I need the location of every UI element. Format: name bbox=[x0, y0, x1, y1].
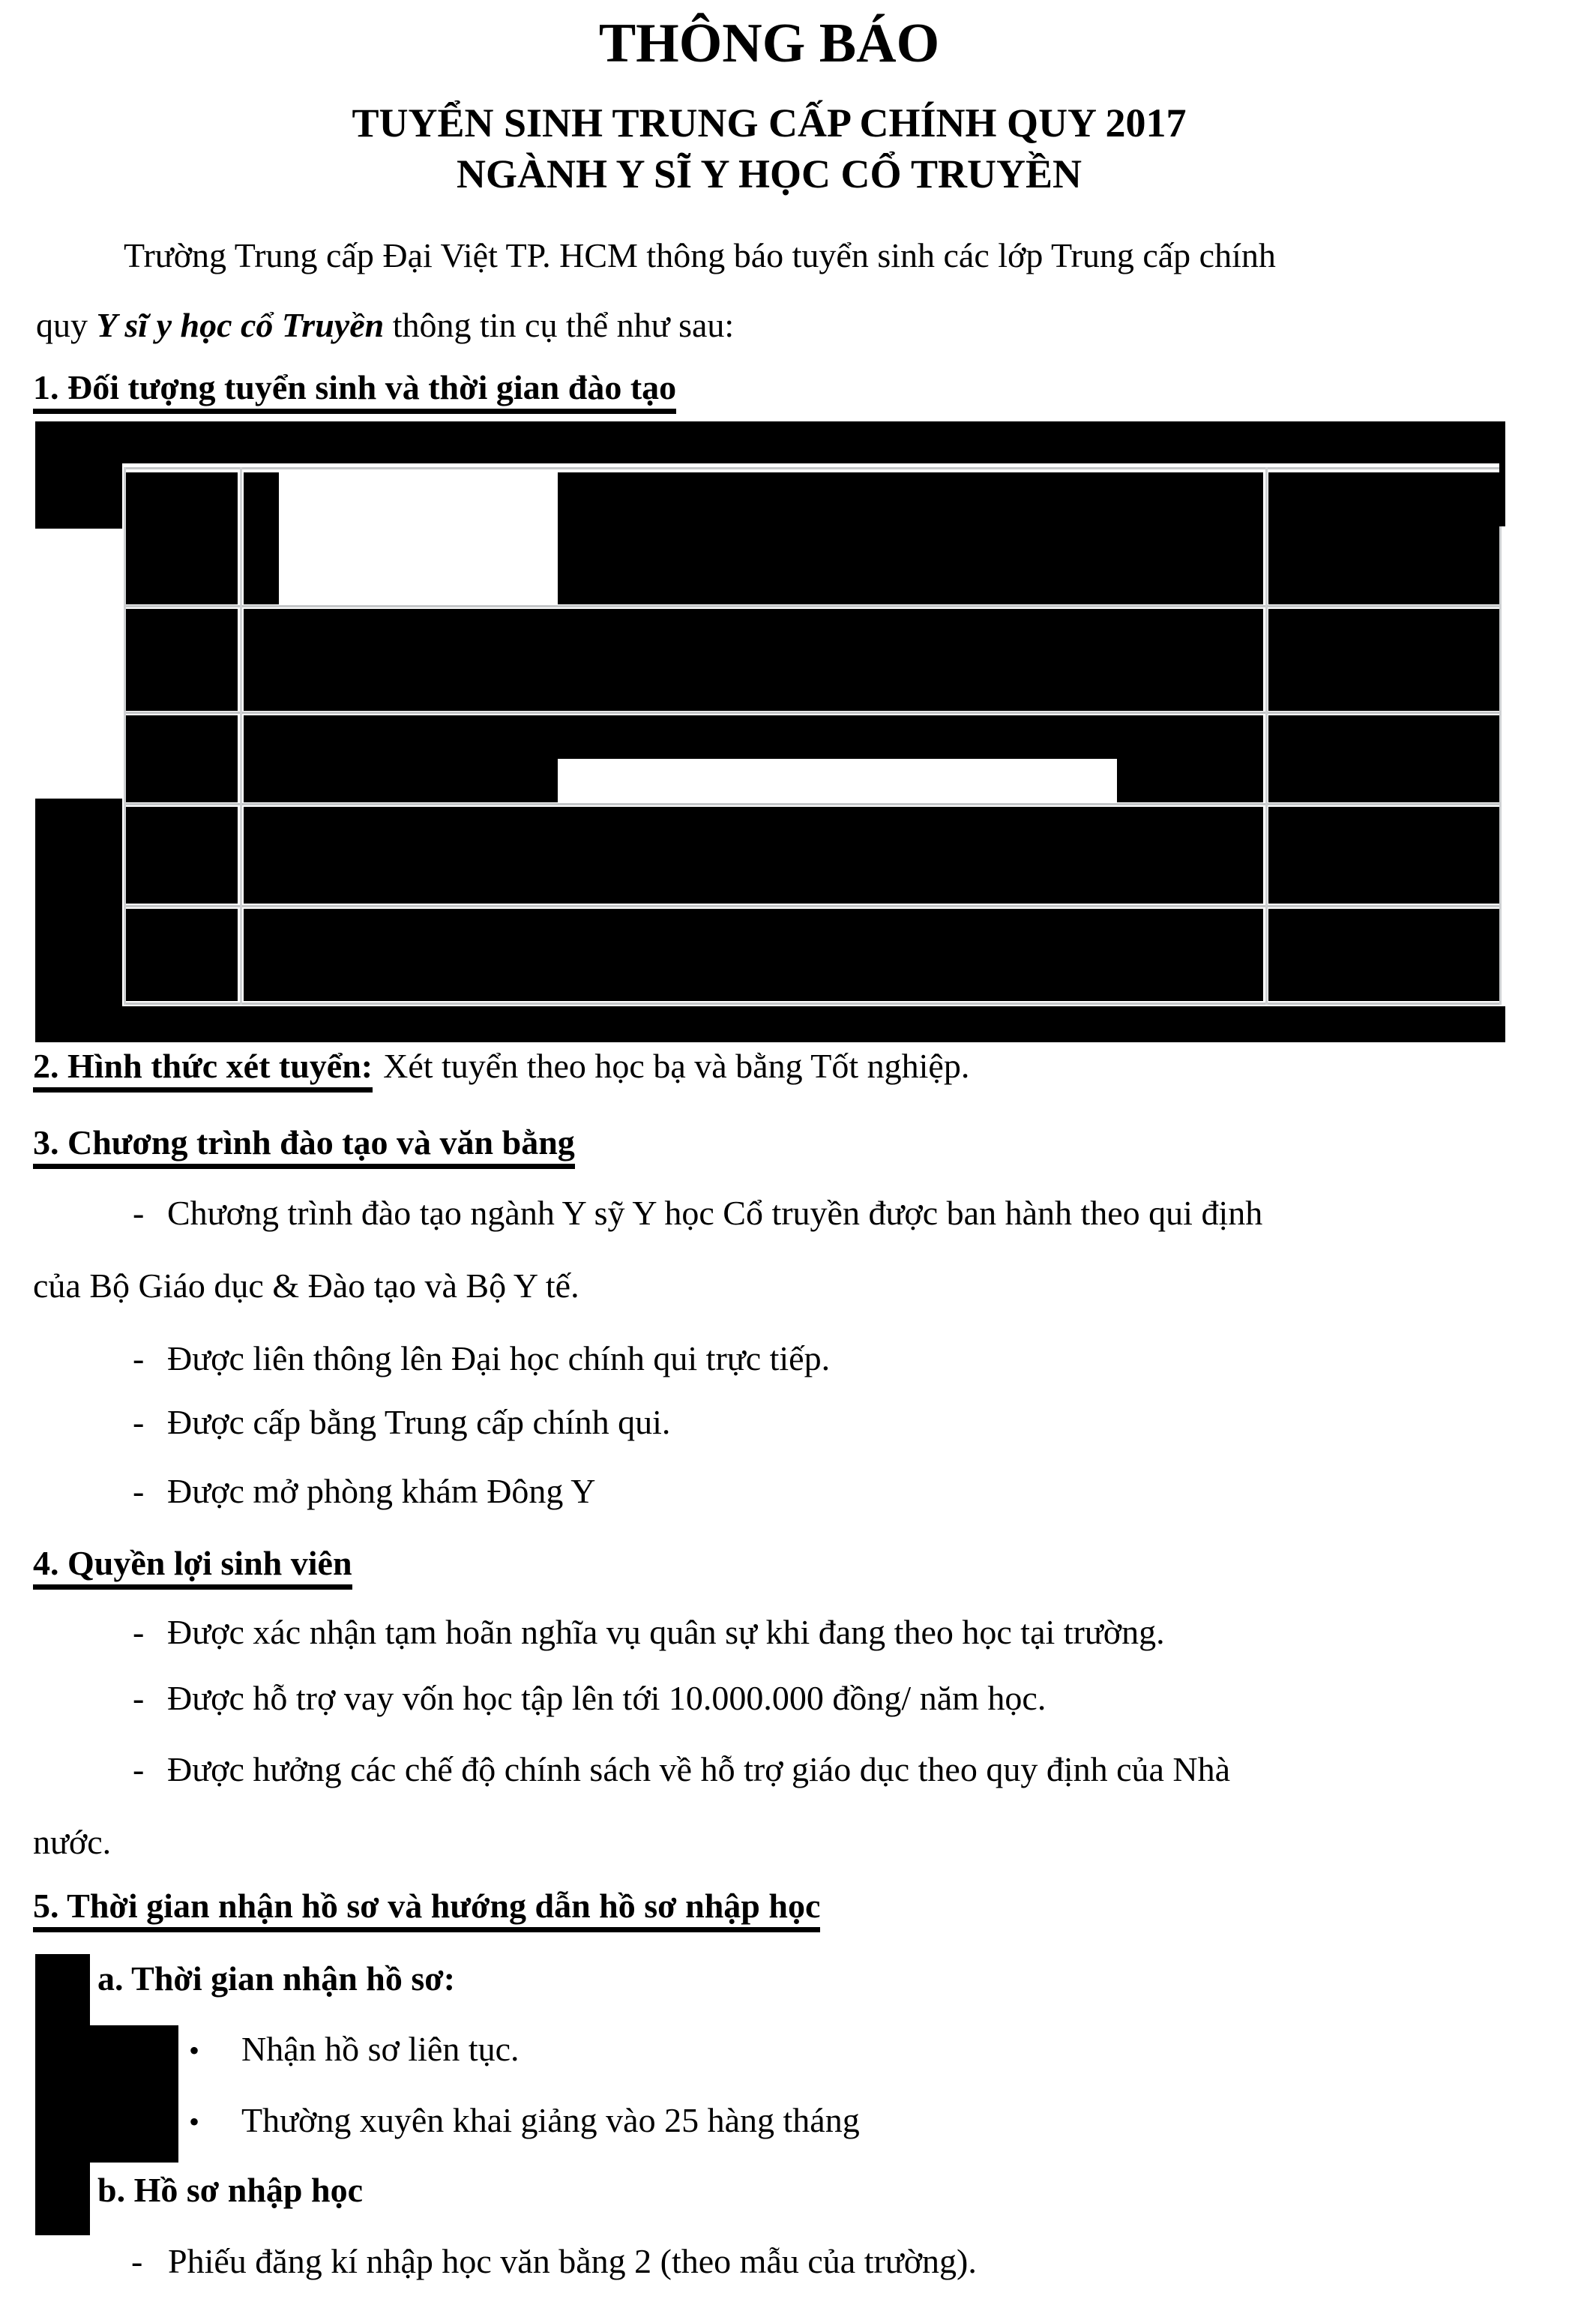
table-gridline bbox=[1265, 467, 1268, 1005]
redaction-block bbox=[1268, 807, 1499, 904]
table-gridline bbox=[124, 803, 1502, 805]
dash-icon: - bbox=[131, 2242, 143, 2280]
redaction-block bbox=[1268, 715, 1499, 802]
section4-heading-text: 4. Quyền lợi sinh viên bbox=[33, 1544, 352, 1590]
redaction-block bbox=[35, 421, 122, 529]
intro-line2-suffix: thông tin cụ thể như sau: bbox=[384, 306, 735, 344]
section4-item1-text: Được xác nhận tạm hoãn nghĩa vụ quân sự khi đang theo học tại trường. bbox=[167, 1613, 1165, 1651]
redaction-block bbox=[244, 472, 279, 604]
section5-bullet1 bbox=[189, 2013, 520, 2087]
section3-heading bbox=[33, 1106, 575, 1179]
redaction-block bbox=[89, 2025, 178, 2163]
section5-heading-text: 5. Thời gian nhận hồ sơ và hướng dẫn hồ sơ nhập học bbox=[33, 1887, 820, 1932]
section4-item2-text: Được hỗ trợ vay vốn học tập lên tới 10.000.000 đồng/ năm học. bbox=[167, 1679, 1047, 1717]
section4-item3-line1 bbox=[133, 1733, 1230, 1806]
redaction-block bbox=[126, 909, 238, 1001]
table-gridline bbox=[124, 905, 1502, 907]
redaction-block bbox=[126, 715, 238, 802]
redaction-block bbox=[35, 421, 1505, 463]
section3-item1-line1-text: Chương trình đào tạo ngành Y sỹ Y học Cổ truyền được ban hành theo qui định bbox=[167, 1194, 1263, 1232]
redaction-block bbox=[1268, 472, 1499, 604]
redaction-block bbox=[244, 807, 1263, 904]
dash-icon: - bbox=[133, 1339, 145, 1377]
section3-item4-text: Được mở phòng khám Đông Y bbox=[167, 1472, 596, 1510]
dash-icon: - bbox=[133, 1750, 145, 1788]
redaction-block bbox=[558, 472, 1263, 604]
redaction-block bbox=[244, 909, 1263, 1001]
section1-heading bbox=[33, 351, 676, 424]
section5-item1 bbox=[131, 2225, 977, 2298]
intro-line2-emphasis: Y sĩ y học cổ Truyền bbox=[96, 306, 385, 344]
redaction-block bbox=[126, 472, 238, 604]
intro-line1: Trường Trung cấp Đại Việt TP. HCM thông báo tuyển sinh các lớp Trung cấp chính bbox=[124, 236, 1276, 274]
page-subtitle-line1: TUYỂN SINH TRUNG CẤP CHÍNH QUY 2017 bbox=[352, 100, 1187, 145]
section3-item1-line2: của Bộ Giáo dục & Đào tạo và Bộ Y tế. bbox=[33, 1266, 579, 1305]
section3-item1-line1 bbox=[133, 1176, 1262, 1249]
redaction-block bbox=[244, 759, 558, 802]
table-gridline bbox=[124, 1003, 1502, 1005]
table-gridline bbox=[240, 467, 242, 1005]
redaction-block bbox=[1117, 759, 1263, 802]
section5-bullet1-text: Nhận hồ sơ liên tục. bbox=[241, 2030, 520, 2068]
bullet-icon: • bbox=[189, 2105, 200, 2139]
section4-item3-line1-text: Được hưởng các chế độ chính sách về hỗ trợ giáo dục theo quy định của Nhà bbox=[167, 1750, 1231, 1788]
redaction-block bbox=[126, 807, 238, 904]
section4-heading bbox=[33, 1527, 352, 1599]
section4-item1 bbox=[133, 1596, 1165, 1668]
redaction-block bbox=[244, 609, 1263, 711]
section5-sub-b-heading: b. Hồ sơ nhập học bbox=[97, 2171, 363, 2209]
section3-heading-text: 3. Chương trình đào tạo và văn bằng bbox=[33, 1123, 575, 1169]
redaction-block bbox=[1499, 463, 1505, 526]
redaction-block bbox=[244, 715, 1263, 759]
table-gridline bbox=[124, 712, 1502, 714]
dash-icon: - bbox=[133, 1403, 145, 1441]
section3-item3-text: Được cấp bằng Trung cấp chính qui. bbox=[167, 1403, 671, 1441]
section3-item2-text: Được liên thông lên Đại học chính qui trực tiếp. bbox=[167, 1339, 831, 1377]
section2-heading: 2. Hình thức xét tuyển: bbox=[33, 1047, 373, 1093]
redaction-block bbox=[35, 1954, 90, 2235]
dash-icon: - bbox=[133, 1613, 145, 1651]
table-gridline bbox=[1499, 467, 1502, 1005]
section3-item4 bbox=[133, 1455, 595, 1527]
redaction-block bbox=[126, 609, 238, 711]
intro-line2-prefix: quy bbox=[36, 306, 97, 344]
section5-bullet2 bbox=[189, 2084, 860, 2158]
dash-icon: - bbox=[133, 1194, 145, 1232]
dash-icon: - bbox=[133, 1472, 145, 1510]
section2-line bbox=[33, 1030, 969, 1102]
section3-item2 bbox=[133, 1322, 830, 1395]
section3-item3 bbox=[133, 1386, 670, 1458]
redaction-block bbox=[1268, 609, 1499, 711]
table-gridline bbox=[124, 467, 1502, 469]
redaction-block bbox=[1268, 909, 1499, 1001]
section5-bullet2-text: Thường xuyên khai giảng vào 25 hàng tháng bbox=[241, 2101, 860, 2139]
bullet-icon: • bbox=[189, 2034, 200, 2067]
section2-text: Xét tuyển theo học bạ và bằng Tốt nghiệp. bbox=[383, 1047, 970, 1085]
table-gridline bbox=[124, 605, 1502, 607]
page-title: THÔNG BÁO bbox=[598, 13, 940, 74]
page-subtitle-line2: NGÀNH Y SĨ Y HỌC CỔ TRUYỀN bbox=[456, 151, 1082, 196]
section1-heading-text: 1. Đối tượng tuyển sinh và thời gian đào tạo bbox=[33, 368, 676, 414]
section5-heading bbox=[33, 1869, 820, 1942]
dash-icon: - bbox=[133, 1679, 145, 1717]
section4-item2 bbox=[133, 1662, 1046, 1734]
section5-item1-text: Phiếu đăng kí nhập học văn bằng 2 (theo mẫu của trường). bbox=[168, 2242, 977, 2280]
section5-sub-a-heading: a. Thời gian nhận hồ sơ: bbox=[97, 1959, 456, 1998]
section4-item3-line2: nước. bbox=[33, 1823, 112, 1861]
